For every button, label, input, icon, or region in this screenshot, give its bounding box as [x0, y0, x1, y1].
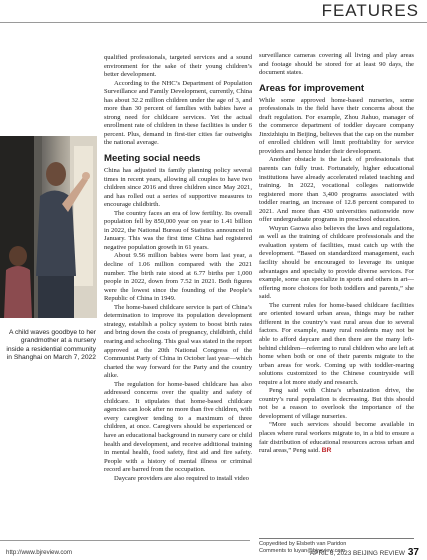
paragraph: qualified professionals, targeted services and a sound environment for the sake of their young children’s better development. — [104, 54, 252, 79]
footer-url: http://www.bjreview.com — [6, 549, 73, 556]
paragraph: The current rules for home-based childcare facilities are oriented toward urban areas, things may be rather different in the country’s vast rural areas due to several factors. For example, many rural residents may not be able to afford daycare and then there are the many left-behind children—referring to rural children who are left at home when both or one of their parents migrate to the urban areas for work. Coming up with toddler-rearing solutions customized to the Chinese countryside will require a lot more study and research. — [259, 301, 414, 386]
paragraph — [259, 421, 414, 455]
photo-caption: A child waves goodbye to her grandmother at a nursery inside a residential community in Shanghai on March 7, 2022 — [6, 329, 96, 361]
paragraph: The country faces an era of low fertility. Its overall population fell by 850,000 year on year to 1.41 billion in 2022, the National Bureau of Statistics announced in January. This was the first time China had registered negative population growth in 61 years. — [104, 209, 252, 251]
subheading-areas-for-improvement: Areas for improvement — [259, 82, 365, 94]
paragraph: China has adjusted its family planning policy several times in recent years, allowing all couples to have two children since 2016 and three children since May 2021, and has rolled out a series of supportive measures to encourage childbirth. — [104, 167, 252, 209]
paragraph: surveillance cameras covering all living and play areas and footage should be stored for at least 90 days, the document states. — [259, 52, 414, 77]
credit-divider — [259, 538, 414, 539]
paragraph: The home-based childcare service is part of China’s determination to improve its population development strategy, establish a policy system to boost birth rates and bring down the costs of pregnancy, childbirth, child rearing and schooling. This goal was stated in the report approved at the 20th National Congress of the Communist Party of China in October last year—which charted the way forward for the Party and the country alike. — [104, 303, 252, 380]
paragraph: The regulation for home-based childcare has also addressed concerns over the quality and safety of childcare. It stipulates that home-based childcare agencies can look after no more than five children, with every caregiver tending to a maximum of three children, at once. Caregivers should be experienced or have an educational background in nursery care or child health and development, and receive additional training in mental health, food safety, first aid and fire safety. People with a history of mental illness or criminal record are barred from the occupation. — [104, 380, 252, 474]
footer-issue — [310, 547, 419, 558]
paragraph: Peng said with China’s urbanization drive, the country’s rural population is decreasing. But this should not be a reason to overlook the importance of the development of village nurseries. — [259, 387, 414, 420]
footer-divider — [0, 540, 250, 541]
paragraph: According to the NHC’s Department of Population Surveillance and Family Development, currently, China has about 32.2 million children under the age of 3, and more than 30 percent of families with babies have a strong need for childcare services. Yet the actual enrollment rate of children in these facilities is under 6 percent. Plus, demand in first-tier cities far outweighs the national average. — [104, 79, 252, 147]
subheading-meeting-social-needs: Meeting social needs — [104, 153, 201, 165]
article-column-1 — [104, 54, 252, 483]
paragraph: About 9.56 million babies were born last year, a decline of 1.06 million compared with the 2021 number. The birth rate stood at 6.77 births per 1,000 people in 2022, down from 7.52 in 2021. Both figures were the lowest since the founding of the People’s Republic of China in 1949. — [104, 252, 252, 303]
paragraph: Wuyun Gaowa also believes the laws and regulations, as well as the training of childcare professionals and the evaluation system of facilities, must catch up with the development. “Based on standardized management, each facility should be encouraged to leverage its unique advantages and specialty to provide diverse services. For example, some can specialize in sports and others in art—offering more choices for both toddlers and parents,” she said. — [259, 224, 414, 301]
page-number: 37 — [407, 547, 419, 558]
paragraph: While some approved home-based nurseries, some professionals in the field have their concerns about the draft regulation. For example, Zhou Jiahuo, manager of the commerce department of toddler daycare company Jinxizhiqiu in Beijing, believes that the cap on the number of enrolled children will limit profitability for service providers and hence hinder their development. — [259, 96, 414, 155]
photo-child-waving — [0, 136, 97, 318]
copyeditor-credit: Copyedited by Elsbeth van Paridon — [259, 541, 347, 547]
paragraph: Daycare providers are also required to install video — [114, 474, 249, 482]
section-title: FEATURES — [321, 1, 419, 20]
issue-line: APRIL 6, 2023 BEIJING REVIEW — [309, 550, 405, 557]
article-column-2 — [259, 52, 414, 456]
comments-contact: Comments to luyan@bjreview.com — [259, 548, 346, 554]
end-mark: BR — [321, 447, 332, 455]
paragraph: Another obstacle is the lack of professionals that parents can fully trust. Fortunately, higher educational institutions have already accelerated related teaching and training. In 2022, vocational colleges nationwide registered more than 3,400 programs associated with toddler rearing, an increase of 12.8 percent compared to 2021. And more than 430 universities nationwide now offer undergraduate programs in preschool education. — [259, 156, 414, 224]
paragraph-text: “More such services should become available in places where rural workers migrate to, in a bid to ensure a fair distribution of educational resources across urban and rural areas,” Peng said. — [259, 421, 414, 455]
photo-illustration — [0, 136, 97, 318]
